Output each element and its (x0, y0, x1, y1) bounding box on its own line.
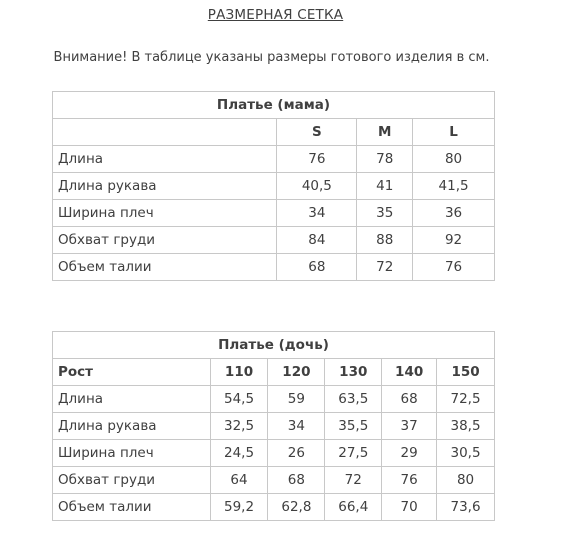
table-cell: 26 (268, 440, 325, 467)
table-row (53, 200, 495, 227)
column-header (53, 119, 277, 146)
table-header-row (53, 359, 495, 386)
table-cell: 36 (413, 200, 495, 227)
row-label: Ширина плеч (53, 440, 211, 467)
column-header: 150 (437, 359, 495, 386)
table-cell: 32,5 (210, 413, 268, 440)
column-header: 110 (210, 359, 268, 386)
table-cell: 35 (357, 200, 413, 227)
table-cell: 35,5 (325, 413, 382, 440)
table-header-row (53, 119, 495, 146)
row-label: Объем талии (53, 254, 277, 281)
table-cell: 24,5 (210, 440, 268, 467)
row-label: Длина рукава (53, 173, 277, 200)
row-label: Обхват груди (53, 227, 277, 254)
table-cell: 68 (382, 386, 437, 413)
column-header-height: Рост (53, 359, 211, 386)
table-cell: 41 (357, 173, 413, 200)
table-cell: 40,5 (277, 173, 357, 200)
table-caption-row (53, 92, 495, 119)
table-row (53, 254, 495, 281)
table-cell: 29 (382, 440, 437, 467)
row-label: Длина (53, 386, 211, 413)
table-cell: 34 (268, 413, 325, 440)
table-cell: 64 (210, 467, 268, 494)
table-cell: 59 (268, 386, 325, 413)
table-cell: 68 (277, 254, 357, 281)
table-cell: 70 (382, 494, 437, 521)
table-cell: 72 (325, 467, 382, 494)
table-cell: 37 (382, 413, 437, 440)
table-cell: 84 (277, 227, 357, 254)
daughter-table-caption: Платье (дочь) (53, 332, 495, 359)
table-cell: 76 (382, 467, 437, 494)
table-row (53, 413, 495, 440)
table-cell: 27,5 (325, 440, 382, 467)
page-title: РАЗМЕРНАЯ СЕТКА (207, 7, 344, 23)
table-cell: 88 (357, 227, 413, 254)
table-cell: 73,6 (437, 494, 495, 521)
table-cell: 62,8 (268, 494, 325, 521)
table-cell: 76 (413, 254, 495, 281)
table-row (53, 146, 495, 173)
table-cell: 76 (277, 146, 357, 173)
size-notice: Внимание! В таблице указаны размеры готового изделия в см. (53, 50, 490, 65)
column-header: 130 (325, 359, 382, 386)
table-cell: 72,5 (437, 386, 495, 413)
column-header: 140 (382, 359, 437, 386)
table-cell: 80 (437, 467, 495, 494)
table-row (53, 173, 495, 200)
table-cell: 34 (277, 200, 357, 227)
column-header-s: S (277, 119, 357, 146)
table-cell: 59,2 (210, 494, 268, 521)
column-header-l: L (413, 119, 495, 146)
table-cell: 63,5 (325, 386, 382, 413)
mom-size-table (52, 91, 495, 281)
table-cell: 78 (357, 146, 413, 173)
table-cell: 72 (357, 254, 413, 281)
table-cell: 54,5 (210, 386, 268, 413)
table-cell: 80 (413, 146, 495, 173)
column-header: 120 (268, 359, 325, 386)
table-cell: 30,5 (437, 440, 495, 467)
row-label: Обхват груди (53, 467, 211, 494)
table-row (53, 467, 495, 494)
table-row (53, 386, 495, 413)
table-row (53, 494, 495, 521)
column-header-m: M (357, 119, 413, 146)
table-caption-row (53, 332, 495, 359)
row-label: Объем талии (53, 494, 211, 521)
table-row (53, 440, 495, 467)
table-cell: 66,4 (325, 494, 382, 521)
row-label: Длина (53, 146, 277, 173)
row-label: Длина рукава (53, 413, 211, 440)
mom-table-caption: Платье (мама) (53, 92, 495, 119)
table-cell: 68 (268, 467, 325, 494)
table-cell: 92 (413, 227, 495, 254)
row-label: Ширина плеч (53, 200, 277, 227)
daughter-size-table (52, 331, 495, 521)
table-row (53, 227, 495, 254)
table-cell: 41,5 (413, 173, 495, 200)
table-cell: 38,5 (437, 413, 495, 440)
